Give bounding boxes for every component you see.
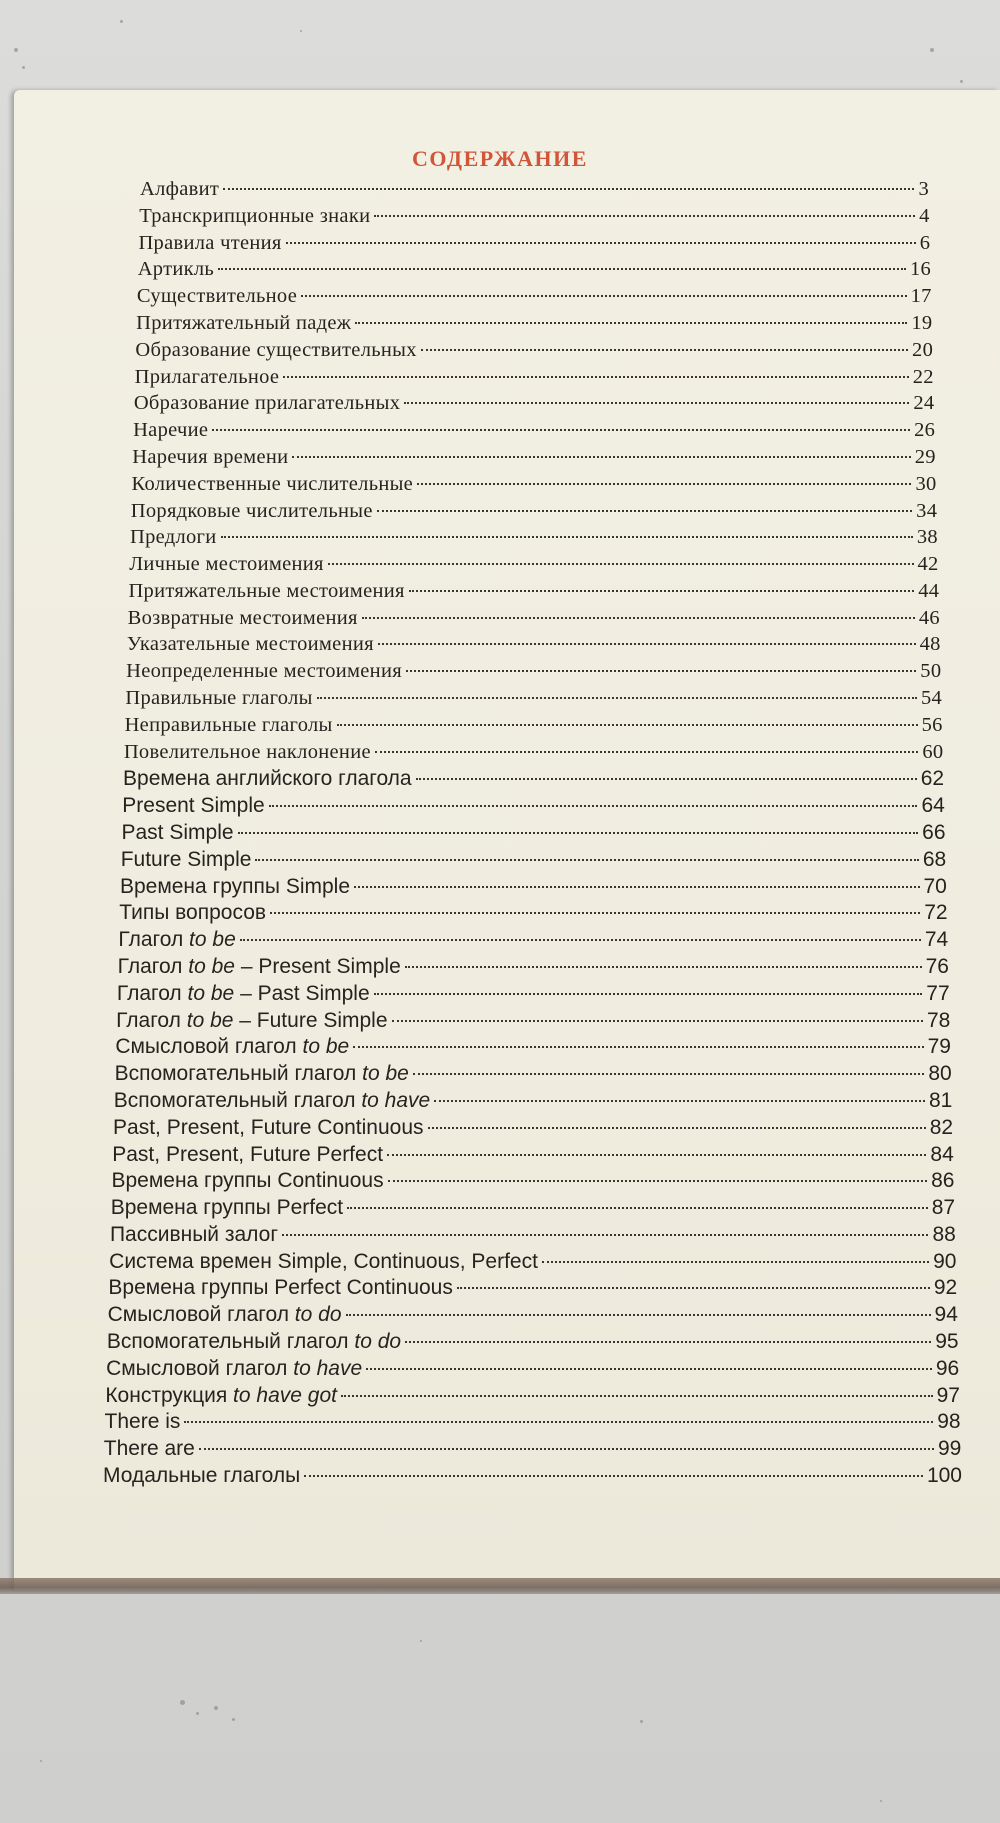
entry-title-text: Времена английского глагола — [123, 767, 412, 791]
dot-leader — [362, 617, 915, 619]
entry-title — [115, 1035, 349, 1059]
dot-leader — [405, 1341, 931, 1343]
dot-leader — [355, 322, 907, 324]
entry-title-italic: to be — [187, 981, 235, 1005]
dot-leader — [292, 456, 910, 458]
entry-title-text: Указательные местоимения — [126, 633, 374, 656]
page-number: 56 — [921, 713, 943, 736]
toc-entry — [124, 741, 944, 769]
entry-title — [103, 1464, 300, 1488]
dot-leader — [434, 1100, 925, 1102]
entry-title — [120, 875, 350, 899]
page-number: 4 — [919, 204, 930, 227]
toc-entry — [115, 1062, 952, 1090]
toc-entry — [118, 928, 948, 956]
toc-entry — [126, 660, 941, 688]
entry-title-text: Неопределенные местоимения — [126, 660, 402, 683]
entry-title — [129, 553, 324, 576]
entry-title — [118, 928, 235, 952]
toc-entry — [111, 1196, 955, 1224]
page-number: 72 — [924, 901, 948, 925]
entry-title — [118, 955, 401, 979]
page-number: 74 — [924, 928, 949, 952]
surface-speck — [22, 66, 25, 69]
dot-leader — [283, 376, 908, 378]
toc-entry — [107, 1330, 959, 1358]
page-number: 26 — [914, 419, 936, 442]
surface-speck — [880, 1800, 882, 1802]
dot-leader — [221, 536, 913, 538]
page-number: 44 — [918, 579, 940, 602]
entry-title-text: Прилагательное — [134, 365, 280, 388]
entry-title-text: Past Simple — [121, 821, 234, 844]
entry-title-text: – Past Simple — [234, 981, 370, 1005]
page-number: 24 — [913, 392, 935, 415]
entry-title — [135, 339, 416, 362]
toc-entry — [115, 1035, 951, 1063]
dot-leader — [240, 939, 921, 941]
page-number: 82 — [929, 1115, 954, 1139]
page-number: 50 — [920, 660, 942, 683]
entry-title-text: Past, Present, Future Continuous — [113, 1115, 424, 1139]
dot-leader — [282, 1234, 928, 1236]
entry-title-text: There are — [103, 1437, 195, 1461]
entry-title — [108, 1303, 342, 1327]
page-number: 48 — [919, 633, 941, 656]
entry-title-text: Правильные глаголы — [125, 687, 313, 710]
dot-leader — [346, 1314, 931, 1316]
entry-title-text: Смысловой глагол — [106, 1356, 294, 1380]
toc-entry — [117, 982, 950, 1010]
page-number: 76 — [925, 954, 949, 978]
toc-entry — [111, 1169, 954, 1197]
dot-leader — [405, 966, 922, 968]
entry-title — [125, 687, 312, 710]
page-number: 99 — [937, 1437, 962, 1461]
page-number: 3 — [918, 178, 929, 200]
dot-leader — [377, 510, 912, 512]
entry-title — [138, 258, 214, 281]
entry-title-text: Смысловой глагол — [107, 1303, 295, 1327]
entry-title-text: Past, Present, Future Perfect — [112, 1142, 384, 1166]
dot-leader — [413, 1073, 925, 1075]
entry-title-text: Наречия времени — [132, 445, 289, 468]
dot-leader — [421, 349, 908, 351]
surface-speck — [214, 1706, 218, 1710]
toc-entry — [119, 901, 947, 929]
dot-leader — [317, 697, 917, 699]
toc-entry — [139, 205, 929, 233]
toc-entry — [135, 339, 933, 367]
dot-leader — [417, 483, 911, 485]
entry-title — [137, 285, 297, 308]
entry-title-italic: to do — [294, 1303, 342, 1327]
dot-leader — [223, 188, 914, 190]
entry-title-text: Притяжательные местоимения — [128, 579, 405, 602]
entry-title — [121, 848, 252, 872]
toc-entry — [106, 1357, 959, 1385]
entry-title — [116, 1009, 387, 1033]
entry-title-text: Предлоги — [129, 526, 217, 549]
entry-title-text: Вспомогательный глагол — [113, 1088, 362, 1112]
entry-title-text: Образование прилагательных — [133, 392, 401, 415]
surface-speck — [960, 80, 963, 83]
entry-title-text: Present Simple — [122, 794, 265, 818]
toc-entry — [116, 1009, 950, 1037]
entry-title-text: Образование существительных — [135, 338, 417, 361]
entry-title-text: There is — [104, 1410, 181, 1434]
entry-title-text: Глагол — [118, 928, 190, 952]
toc-entry — [138, 258, 931, 286]
entry-title-text: Существительное — [136, 285, 298, 308]
contents-title: СОДЕРЖАНИЕ — [412, 146, 588, 171]
toc-entry — [135, 366, 934, 394]
entry-title — [133, 419, 208, 442]
entry-title — [113, 1116, 424, 1140]
dot-leader — [457, 1287, 930, 1289]
surface-speck — [232, 1718, 235, 1721]
entry-title-italic: to have — [293, 1356, 363, 1380]
page-number: 6 — [919, 231, 931, 254]
entry-title-text: Времена группы Perfect — [110, 1196, 344, 1220]
entry-title — [110, 1223, 278, 1247]
toc-entry — [136, 312, 932, 340]
dot-leader — [374, 215, 915, 217]
page-number: 66 — [922, 821, 946, 844]
dot-leader — [301, 295, 906, 297]
entry-title-italic: to be — [189, 928, 236, 952]
toc-entry — [114, 1089, 953, 1117]
entry-title — [117, 982, 370, 1006]
toc-entry — [129, 553, 938, 581]
page-number: 98 — [937, 1410, 961, 1434]
toc-entry — [130, 526, 938, 554]
page-number: 90 — [933, 1249, 957, 1273]
page-number: 42 — [917, 553, 939, 576]
page-number: 80 — [928, 1062, 952, 1086]
page-number: 77 — [926, 981, 950, 1005]
entry-title — [126, 660, 402, 683]
page-number: 78 — [926, 1008, 951, 1032]
dot-leader — [387, 1154, 926, 1156]
surface-speck — [420, 1640, 422, 1642]
entry-title-text: Модальные глаголы — [103, 1464, 301, 1487]
entry-title-italic: to be — [302, 1035, 350, 1059]
page-number: 70 — [923, 874, 947, 898]
entry-title-italic: to have got — [233, 1383, 337, 1407]
dot-leader — [404, 402, 909, 404]
entry-title-text: Смысловой глагол — [115, 1035, 303, 1059]
entry-title — [104, 1437, 195, 1461]
dot-leader — [366, 1368, 932, 1370]
page-number: 64 — [921, 794, 945, 818]
entry-title-text: Времена группы Perfect Continuous — [108, 1276, 453, 1300]
dot-leader — [392, 1020, 923, 1022]
dot-leader — [375, 751, 918, 753]
toc-entry — [112, 1143, 954, 1171]
dot-leader — [341, 1395, 933, 1397]
dot-leader — [542, 1261, 929, 1263]
entry-title-text: Глагол — [117, 954, 189, 978]
dot-leader — [328, 563, 914, 565]
page-number: 88 — [932, 1222, 956, 1246]
surface-speck — [180, 1700, 185, 1705]
entry-title — [106, 1357, 362, 1381]
entry-title-text: Наречие — [133, 419, 209, 442]
page-number: 96 — [935, 1356, 960, 1380]
dot-leader — [409, 590, 914, 592]
entry-title — [127, 633, 374, 656]
toc-entry — [133, 419, 935, 447]
entry-title — [136, 312, 351, 335]
surface-speck — [300, 30, 302, 32]
entry-title-text: Транскрипционные знаки — [139, 204, 371, 227]
entry-title — [123, 767, 412, 791]
page-number: 17 — [910, 285, 932, 308]
entry-title-italic: to do — [354, 1330, 402, 1354]
toc-entry — [125, 687, 942, 715]
entry-title-text: Конструкция — [105, 1383, 234, 1407]
entry-title-text: Глагол — [116, 1008, 187, 1032]
page-number: 20 — [912, 338, 934, 361]
page-number: 29 — [914, 445, 936, 468]
entry-title-text: Типы вопросов — [119, 901, 267, 925]
entry-title-text: Порядковые числительные — [130, 499, 373, 522]
entry-title — [140, 178, 219, 201]
dot-leader — [347, 1207, 928, 1209]
surface-speck — [640, 1720, 643, 1723]
toc-entry — [132, 446, 936, 474]
dot-leader — [406, 670, 916, 672]
entry-title — [125, 714, 333, 737]
toc-entry — [108, 1276, 957, 1304]
entry-title-text: Времена группы Simple — [119, 874, 351, 898]
entry-title-italic: to be — [362, 1062, 409, 1086]
dot-leader — [388, 1180, 927, 1182]
entry-title — [128, 607, 358, 630]
page-number: 94 — [934, 1303, 958, 1327]
dot-leader — [255, 859, 918, 861]
entry-title — [105, 1410, 181, 1434]
dot-leader — [270, 912, 920, 914]
entry-title — [115, 1062, 409, 1086]
dot-leader — [304, 1475, 923, 1477]
page-number: 81 — [929, 1088, 953, 1112]
surface-speck — [196, 1712, 199, 1715]
dot-leader — [286, 242, 916, 244]
entry-title-text: Возвратные местоимения — [127, 606, 358, 629]
page-number: 46 — [918, 606, 940, 629]
entry-title — [132, 473, 414, 496]
entry-title — [128, 580, 404, 603]
entry-title-text: Повелительное наклонение — [123, 740, 371, 763]
page-edge — [0, 1578, 1000, 1594]
entry-title-text: Вспомогательный глагол — [106, 1330, 355, 1354]
dot-leader — [354, 886, 919, 888]
toc-entry — [131, 500, 938, 528]
page-number: 19 — [911, 311, 933, 334]
dot-leader — [238, 832, 919, 834]
entry-title — [114, 1089, 430, 1113]
entry-title — [119, 901, 266, 925]
toc-entry — [138, 232, 930, 260]
entry-title — [111, 1196, 343, 1220]
toc-entry — [140, 178, 929, 206]
surface-speck — [120, 20, 123, 23]
entry-title-text: Алфавит — [140, 178, 220, 200]
page-number: 68 — [922, 847, 947, 871]
entry-title-text: Future Simple — [120, 847, 252, 871]
page-number: 97 — [936, 1383, 960, 1407]
toc-entry — [108, 1303, 958, 1331]
entry-title — [139, 205, 370, 228]
entry-title-text: Притяжательный падеж — [136, 311, 352, 334]
page-number: 62 — [920, 767, 945, 791]
dot-leader — [184, 1421, 933, 1423]
surface-speck — [40, 1760, 42, 1762]
page-number: 38 — [916, 526, 938, 549]
page-number: 16 — [909, 258, 932, 281]
toc-entry — [110, 1223, 956, 1251]
toc-entry — [109, 1250, 956, 1278]
dot-leader — [269, 805, 918, 807]
dot-leader — [353, 1046, 923, 1048]
toc-entry — [120, 875, 947, 903]
surface-speck — [14, 48, 18, 52]
entry-title — [135, 366, 280, 389]
entry-title — [122, 794, 264, 818]
toc-entry — [125, 714, 943, 742]
toc-entry — [132, 473, 937, 501]
entry-title — [132, 446, 288, 469]
entry-title — [134, 392, 400, 415]
entry-title — [130, 526, 217, 549]
toc-entry — [128, 580, 939, 608]
entry-title-text: – Future Simple — [233, 1008, 388, 1032]
toc-entry — [137, 285, 932, 313]
entry-title-italic: to have — [361, 1088, 431, 1112]
entry-title-text: Времена группы Continuous — [111, 1169, 384, 1193]
dot-leader — [428, 1127, 926, 1129]
page-number: 22 — [912, 365, 934, 388]
entry-title-text: Артикль — [137, 258, 215, 281]
dot-leader — [416, 778, 917, 780]
entry-title-text: Глагол — [116, 981, 188, 1005]
entry-title-italic: to be — [186, 1008, 234, 1032]
toc-entry — [122, 821, 946, 849]
entry-title — [122, 821, 234, 845]
toc-entry — [104, 1437, 962, 1465]
page-number: 34 — [916, 499, 938, 522]
entry-title — [105, 1384, 337, 1408]
page-number: 87 — [931, 1196, 956, 1220]
entry-title — [109, 1250, 538, 1274]
entry-title-text: Количественные числительные — [131, 472, 414, 495]
entry-title-text: Неправильные глаголы — [124, 713, 333, 736]
entry-title — [124, 741, 371, 764]
toc-entry — [105, 1410, 961, 1438]
toc-entry — [123, 767, 944, 795]
dot-leader — [218, 268, 906, 270]
entry-title — [112, 1143, 383, 1167]
toc-entry — [122, 794, 945, 822]
page-number: 60 — [922, 740, 944, 763]
page-number: 30 — [915, 472, 937, 495]
toc-entry — [103, 1464, 962, 1492]
dot-leader — [337, 724, 918, 726]
page-number: 54 — [920, 687, 943, 710]
dot-leader — [374, 993, 923, 995]
entry-title — [108, 1276, 452, 1300]
dot-leader — [212, 429, 910, 431]
entry-title — [131, 500, 373, 523]
page-number: 95 — [935, 1330, 959, 1354]
page-number: 100 — [926, 1464, 962, 1487]
page-number: 84 — [930, 1142, 954, 1166]
toc-entry — [118, 955, 949, 983]
dot-leader — [199, 1448, 934, 1450]
entry-title-text: Правила чтения — [138, 231, 282, 254]
entry-title-text: – Present Simple — [235, 954, 401, 978]
toc-entry — [113, 1116, 953, 1144]
page-number: 92 — [933, 1276, 958, 1300]
entry-title-italic: to be — [188, 954, 235, 978]
entry-title — [111, 1169, 383, 1193]
toc-entry — [134, 392, 935, 420]
toc-entry — [127, 633, 941, 661]
entry-title-text: Система времен Simple, Continuous, Perfect — [109, 1249, 538, 1273]
page-number: 79 — [927, 1035, 951, 1059]
entry-title — [107, 1330, 401, 1354]
entry-title — [138, 232, 281, 255]
toc-entry — [128, 607, 940, 635]
toc-entry — [121, 848, 946, 876]
entry-title-text: Пассивный залог — [109, 1222, 278, 1246]
entry-title-text: Личные местоимения — [129, 553, 324, 576]
surface-speck — [930, 48, 934, 52]
page-number: 86 — [931, 1169, 955, 1193]
entry-title-text: Вспомогательный глагол — [114, 1062, 363, 1086]
dot-leader — [378, 643, 916, 645]
toc-entry — [105, 1384, 960, 1412]
